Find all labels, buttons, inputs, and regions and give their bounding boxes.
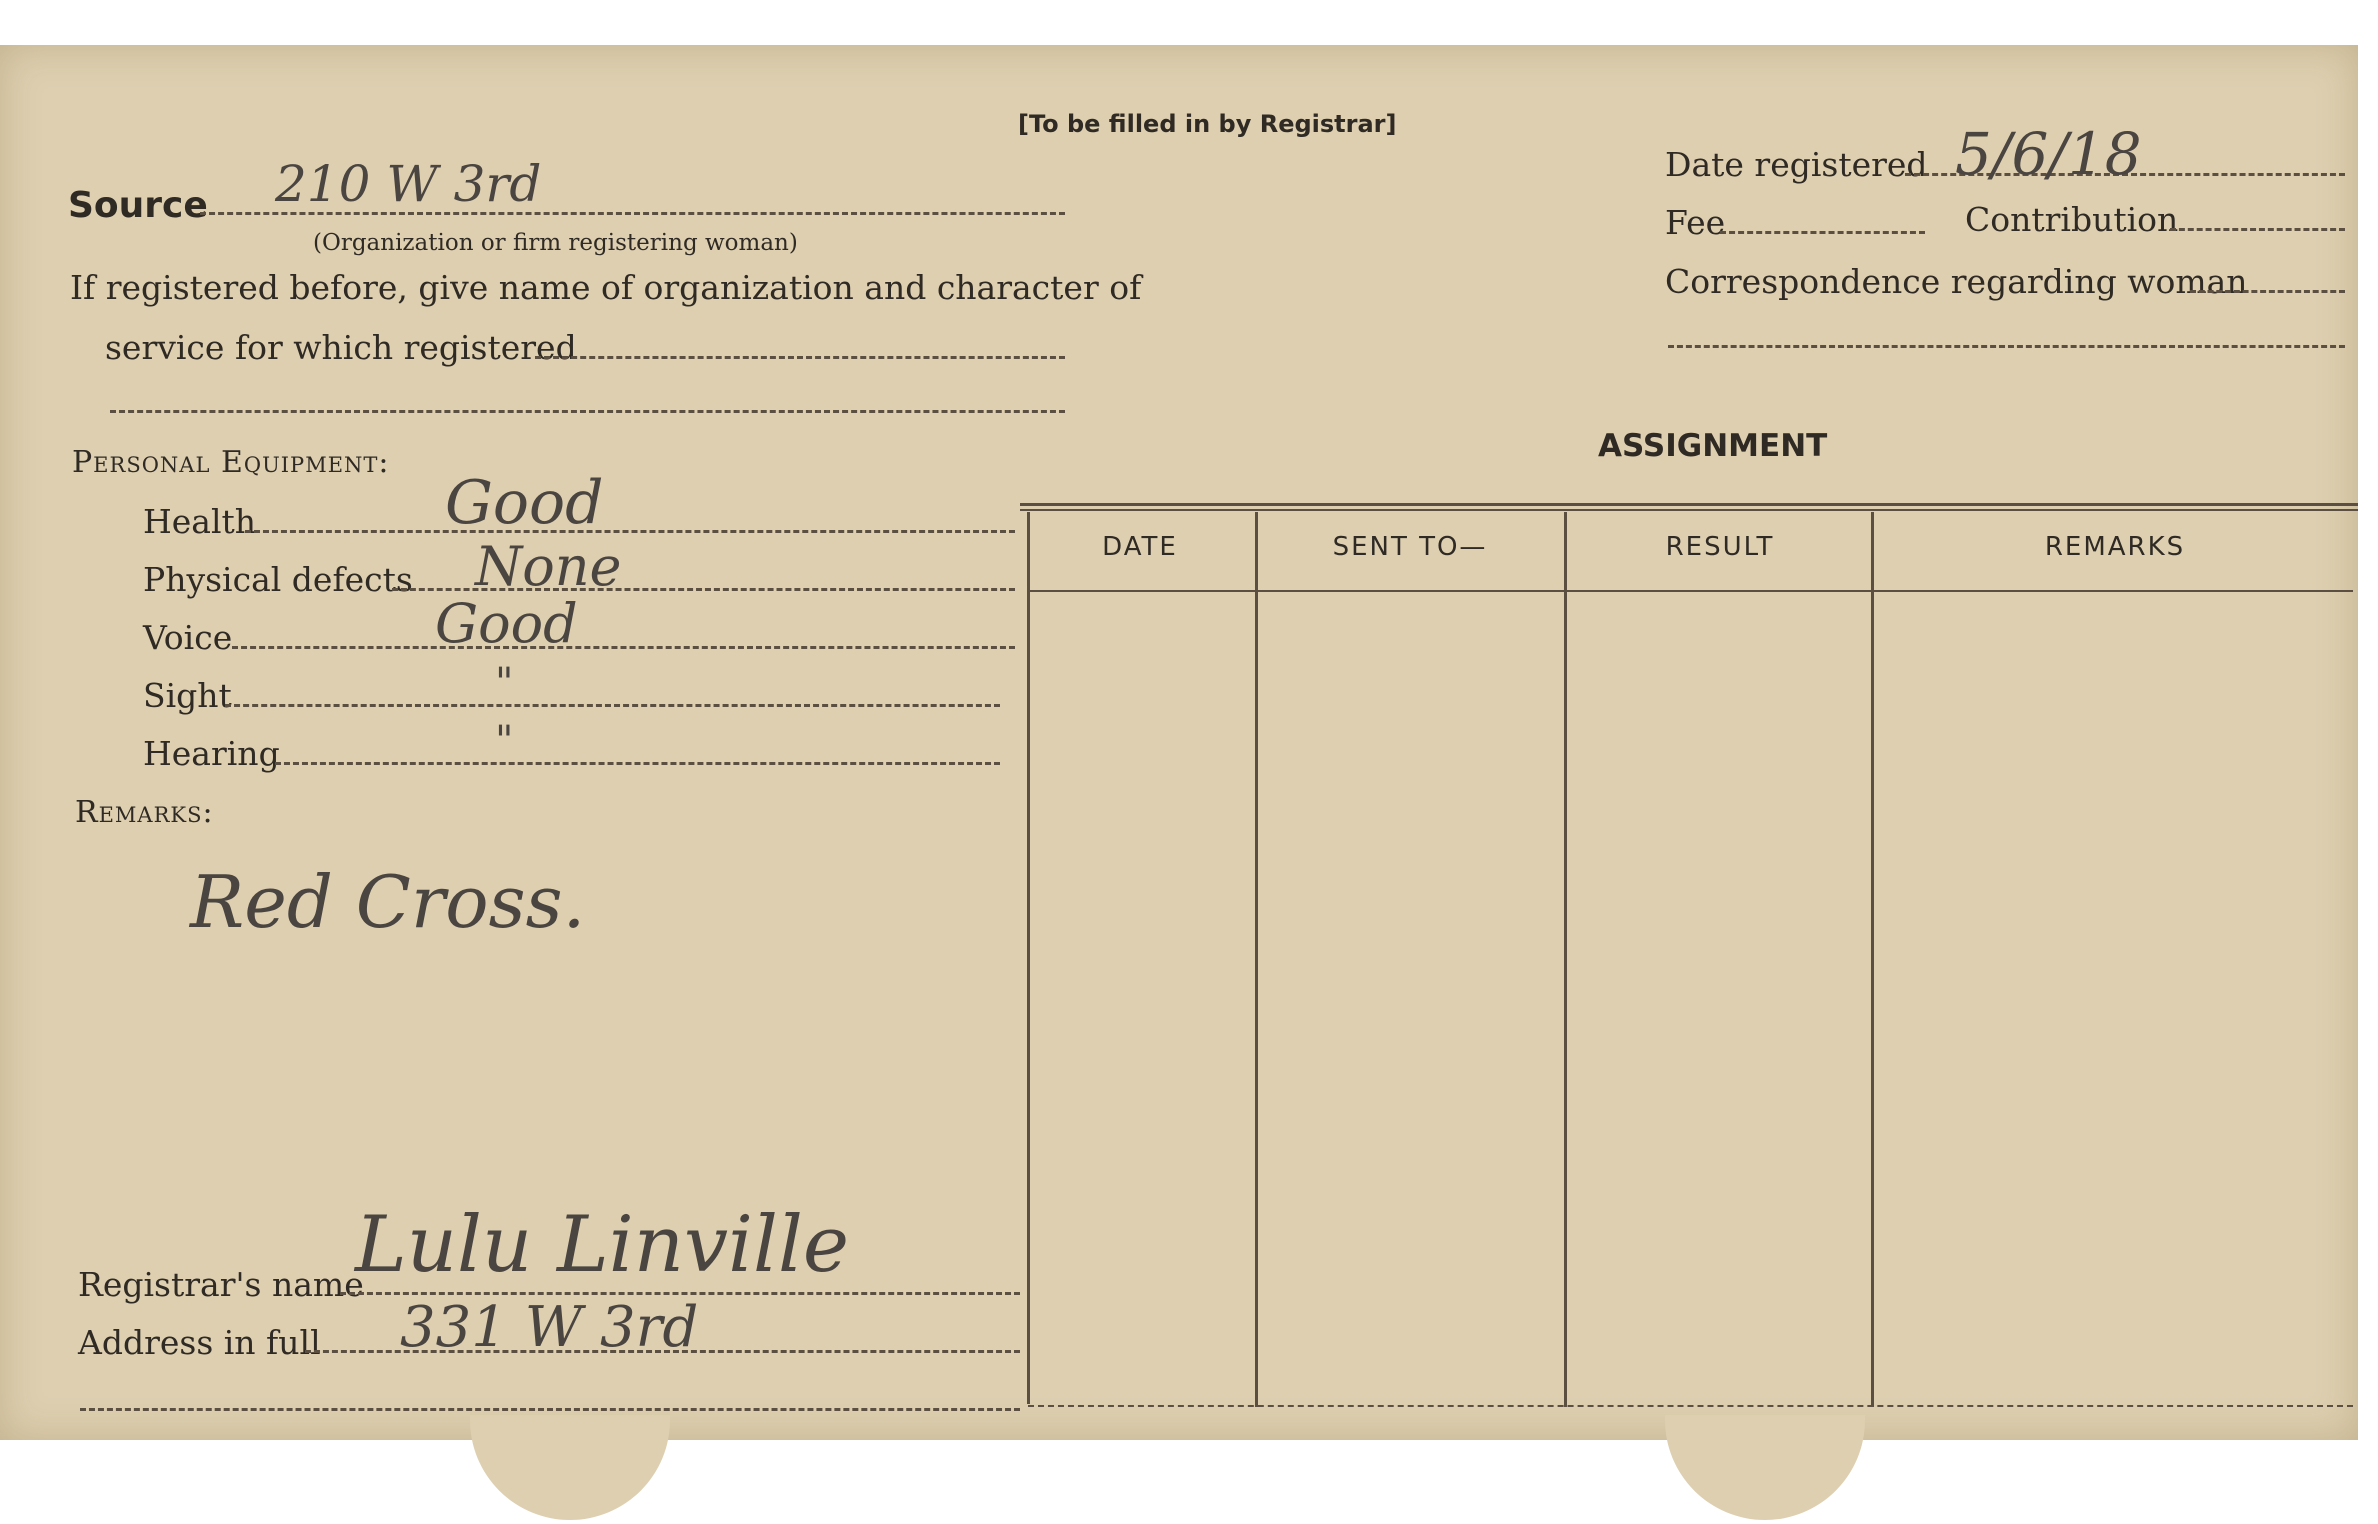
table-border-left [1027,512,1030,1404]
date-registered-label: Date registered [1665,145,1928,184]
contribution-label: Contribution [1965,200,2179,239]
table-top-rule [1020,503,2358,506]
registered-before-line1: If registered before, give name of organization and character of [70,268,1142,307]
table-bottom-line [1028,1405,2353,1407]
registered-before-line [535,356,1065,359]
bottom-line [80,1408,1020,1411]
source-value: 210 W 3rd [275,155,542,213]
registered-before-line2: service for which registered [105,328,577,367]
source-label: Source [68,185,208,226]
table-divider-1 [1255,512,1258,1407]
col-header-date: DATE [1102,532,1178,562]
correspondence-label: Correspondence regarding woman [1665,262,2248,301]
table-header-rule [1028,590,2353,592]
contribution-line [2170,228,2345,231]
table-divider-2 [1564,512,1567,1407]
correspondence-line [2190,290,2345,293]
hearing-value: " [495,718,514,764]
assignment-title: ASSIGNMENT [1598,428,1828,464]
health-value: Good [445,468,604,538]
registered-before-extra-line [110,410,1065,413]
sight-label: Sight [143,676,232,715]
address-value: 331 W 3rd [400,1295,699,1360]
fee-label: Fee [1665,203,1726,242]
sight-line [225,704,1000,707]
health-label: Health [143,502,257,541]
health-line [245,530,1015,533]
col-header-remarks: REMARKS [2044,532,2186,562]
table-divider-3 [1871,512,1874,1407]
defects-label: Physical defects [143,560,413,599]
voice-line [232,646,1015,649]
table-top-rule-2 [1020,509,2358,511]
header-note: [To be filled in by Registrar] [1018,110,1397,138]
source-caption: (Organization or firm registering woman) [313,230,798,256]
correspondence-extra-line [1668,345,2345,348]
registrar-label: Registrar's name [78,1265,364,1304]
voice-label: Voice [143,618,233,657]
address-label: Address in full [78,1323,321,1362]
defects-value: None [475,535,622,598]
date-registered-value: 5/6/18 [1955,120,2142,188]
registrar-value: Lulu Linville [355,1200,850,1290]
col-header-sent-to: SENT TO— [1332,532,1488,562]
card-tab-left [470,1415,670,1520]
remarks-label: Remarks: [75,795,214,830]
hearing-line [275,762,1000,765]
fee-line [1720,231,1925,234]
sight-value: " [495,660,514,706]
hearing-label: Hearing [143,734,280,773]
personal-equipment-label: Personal Equipment: [72,445,390,480]
card-tab-right [1665,1415,1865,1520]
remarks-value: Red Cross. [190,860,586,944]
voice-value: Good [435,592,578,655]
col-header-result: RESULT [1665,532,1775,562]
